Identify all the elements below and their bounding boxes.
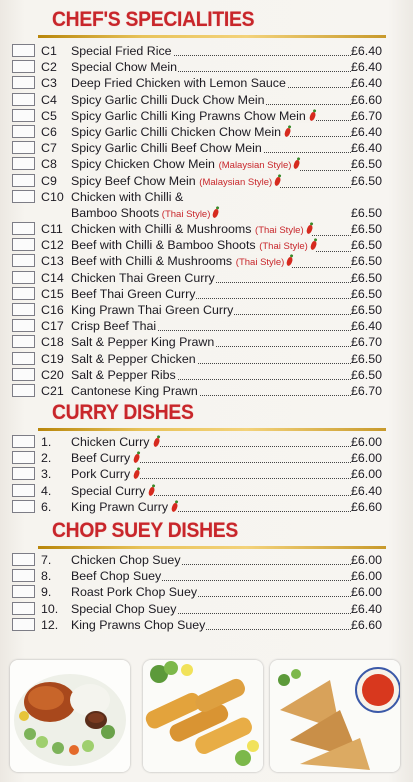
order-checkbox[interactable] [12, 484, 35, 497]
menu-row [12, 450, 392, 466]
dish-price: £6.60 [351, 92, 383, 107]
dish-item [71, 483, 351, 499]
dish-code: 8. [41, 569, 52, 584]
menu-row [12, 499, 392, 515]
dish-price: £6.40 [351, 319, 383, 334]
dish-name-wrap [71, 319, 157, 333]
dish-price: £6.00 [351, 569, 383, 584]
dish-name-wrap [71, 125, 290, 139]
dish-code: C8 [41, 157, 57, 172]
dish-name-wrap [71, 335, 215, 349]
gold-divider [38, 35, 386, 38]
dish-name: Chicken Thai Green Curry [71, 270, 215, 285]
curry-dishes-list [12, 434, 392, 515]
dish-name-wrap [71, 238, 316, 252]
dish-item [71, 334, 351, 350]
dish-price: £6.60 [351, 499, 383, 514]
menu-row [12, 584, 392, 600]
dish-name: Chicken Chop Suey [71, 553, 181, 567]
section-title-curry: CURRY DISHES [52, 401, 194, 424]
dish-name-wrap [71, 585, 198, 599]
dish-code: C13 [41, 254, 64, 269]
menu-row [12, 221, 392, 237]
dish-code: C11 [41, 222, 63, 237]
dish-code: 9. [41, 585, 52, 600]
dish-name: Spicy Beef Chow Mein [71, 173, 196, 188]
dish-item [71, 552, 351, 568]
dish-name: Spicy Chicken Chow Mein [71, 157, 215, 172]
menu-row [12, 108, 392, 124]
dish-name-wrap [71, 206, 218, 220]
style-note: (Thai Style) [233, 257, 285, 269]
dish-price: £6.70 [351, 108, 383, 123]
dish-item [71, 434, 351, 450]
dish-name-wrap [71, 569, 162, 583]
dish-name: Bamboo Shoots [71, 205, 160, 220]
menu-row [12, 75, 392, 91]
dish-item [71, 318, 351, 334]
dish-name-wrap [71, 287, 196, 301]
dish-code: C18 [41, 335, 64, 350]
dish-name: King Prawns Chop Suey [71, 617, 206, 632]
dish-price: £6.00 [351, 435, 383, 449]
dish-price: £6.00 [351, 451, 383, 466]
menu-row [12, 351, 392, 367]
dish-price: £6.70 [351, 383, 383, 398]
dish-name-wrap [71, 384, 199, 398]
section-title-chef: CHEF'S SPECIALITIES [52, 8, 255, 31]
dish-name: Beef Thai Green Curry [71, 286, 196, 301]
dish-price: £6.70 [351, 335, 383, 350]
dish-name-wrap [71, 451, 139, 465]
dish-name: King Prawn Curry [71, 499, 169, 514]
dish-name-wrap [71, 618, 206, 632]
dish-item [71, 367, 351, 383]
dish-name: Salt & Pepper Chicken [71, 351, 196, 366]
order-checkbox[interactable] [12, 467, 35, 480]
dish-code: 6. [41, 499, 52, 514]
dish-item [71, 270, 351, 286]
menu-row [12, 286, 392, 302]
dish-code: 3. [41, 467, 52, 482]
order-checkbox[interactable] [12, 335, 35, 348]
dish-price: £6.50 [351, 157, 383, 172]
dish-code: C9 [41, 173, 57, 188]
dish-item [71, 568, 351, 584]
menu-row [12, 173, 392, 189]
dish-price: £6.40 [351, 76, 383, 91]
dish-code: C4 [41, 92, 57, 107]
menu-row [12, 43, 392, 59]
dish-name-wrap [71, 60, 178, 74]
chili-icon [274, 176, 282, 186]
dish-item [71, 59, 351, 75]
dish-name-wrap [71, 500, 177, 514]
dish-code: 7. [41, 553, 52, 567]
dish-item [71, 302, 351, 318]
dish-price: £6.50 [351, 367, 383, 382]
chef-specialities-list [12, 43, 392, 399]
dish-item [71, 286, 351, 302]
order-checkbox[interactable] [12, 319, 35, 332]
dish-name: Chicken with Chilli & [71, 189, 184, 204]
chili-icon [309, 241, 317, 251]
order-checkbox[interactable] [12, 500, 35, 513]
dish-name: Chicken with Chilli & Mushrooms [71, 222, 252, 237]
chili-icon [293, 160, 301, 170]
dish-name: Special Fried Rice [71, 44, 172, 58]
order-checkbox[interactable] [12, 618, 35, 631]
roast-duck-photo [10, 660, 130, 772]
chili-icon [286, 257, 294, 267]
order-checkbox[interactable] [12, 76, 35, 89]
order-checkbox[interactable] [12, 238, 35, 251]
dish-item [71, 466, 351, 482]
order-checkbox[interactable] [12, 222, 35, 235]
dish-item [71, 499, 351, 515]
dish-item [71, 189, 351, 205]
dish-name: Beef Curry [71, 451, 131, 466]
menu-row [12, 140, 392, 156]
dish-item-line2 [71, 205, 351, 223]
dish-code: C20 [41, 367, 64, 382]
dish-item [71, 450, 351, 466]
dish-price: £6.40 [351, 483, 383, 498]
order-checkbox[interactable] [12, 125, 35, 138]
dish-name: Roast Pork Chop Suey [71, 585, 198, 600]
dish-item [71, 92, 351, 108]
dish-price: £6.00 [351, 467, 383, 482]
dish-price: £6.40 [351, 141, 383, 156]
menu-row [12, 156, 392, 172]
dish-code: C12 [41, 238, 64, 253]
dish-name: Salt & Pepper Ribs [71, 367, 176, 382]
order-checkbox[interactable] [12, 384, 35, 397]
menu-row [12, 466, 392, 482]
dish-price: £6.50 [351, 238, 383, 253]
order-checkbox[interactable] [12, 109, 35, 122]
spring-rolls-photo [143, 660, 263, 772]
dish-item [71, 43, 351, 59]
menu-row [12, 318, 392, 334]
chili-icon [212, 208, 220, 218]
style-note: (Thai Style) [252, 225, 304, 237]
dish-name: Salt & Pepper King Prawn [71, 335, 215, 350]
dish-name-wrap [71, 76, 287, 90]
dish-name-wrap [71, 271, 216, 285]
dish-code: 12. [41, 617, 59, 632]
menu-row [12, 189, 392, 221]
dish-code: C16 [41, 303, 64, 318]
dish-code: C19 [41, 351, 64, 366]
menu-row [12, 383, 392, 399]
dish-name: Pork Curry [71, 467, 131, 482]
dish-price: £6.50 [351, 205, 383, 220]
menu-row [12, 92, 392, 108]
menu-row [12, 601, 392, 617]
dish-name: Cantonese King Prawn [71, 383, 198, 398]
menu-row [12, 302, 392, 318]
dish-item [71, 601, 351, 617]
dish-code: C21 [41, 383, 64, 398]
order-checkbox[interactable] [12, 157, 35, 170]
dish-name-wrap [71, 352, 197, 366]
chili-icon [152, 437, 160, 447]
dish-price: £6.00 [351, 585, 383, 600]
style-note: (Malaysian Style) [196, 176, 273, 188]
dish-item [71, 584, 351, 600]
menu-row [12, 367, 392, 383]
dish-name: Spicy Garlic Chilli Chicken Chow Mein [71, 124, 282, 139]
order-checkbox[interactable] [12, 352, 35, 365]
menu-row [12, 483, 392, 499]
dish-price: £6.00 [351, 553, 383, 567]
menu-row [12, 568, 392, 584]
dish-price: £6.40 [351, 44, 383, 58]
dish-name-wrap [71, 602, 177, 616]
menu-row [12, 253, 392, 269]
dish-name: Special Chow Mein [71, 60, 178, 75]
menu-row [12, 124, 392, 140]
dish-item [71, 383, 351, 399]
menu-row [12, 334, 392, 350]
style-note: (Malaysian Style) [215, 160, 292, 172]
order-checkbox[interactable] [12, 44, 35, 57]
menu-row [12, 617, 392, 633]
menu-row [12, 552, 392, 568]
dish-name-wrap [71, 484, 154, 498]
order-checkbox[interactable] [12, 451, 35, 464]
dish-name: King Prawn Thai Green Curry [71, 303, 234, 318]
food-photos [10, 660, 402, 772]
menu-row [12, 59, 392, 75]
dish-item [71, 124, 351, 140]
dish-name-wrap [71, 435, 159, 449]
dish-name: Special Chop Suey [71, 601, 177, 616]
sesame-prawn-toast-photo [270, 660, 400, 772]
order-checkbox[interactable] [12, 368, 35, 381]
dish-name: Spicy Garlic Chilli King Prawns Chow Mein [71, 108, 306, 123]
dish-item [71, 108, 351, 124]
dish-code: C10 [41, 189, 64, 204]
chili-icon [305, 224, 313, 234]
menu-row [12, 434, 392, 450]
dish-price: £6.50 [351, 286, 383, 301]
dish-code: C1 [41, 44, 57, 58]
order-checkbox[interactable] [12, 602, 35, 615]
gold-divider [38, 546, 386, 549]
dish-name-wrap [71, 368, 177, 382]
dish-code: C7 [41, 141, 57, 156]
dish-name: Spicy Garlic Chilli Duck Chow Mein [71, 92, 265, 107]
order-checkbox[interactable] [12, 287, 35, 300]
dish-price: £6.50 [351, 254, 383, 269]
dish-name-wrap [71, 44, 173, 58]
dish-name-wrap [71, 254, 292, 268]
dish-price: £6.50 [351, 222, 383, 237]
order-checkbox[interactable] [12, 303, 35, 316]
order-checkbox[interactable] [12, 435, 35, 448]
dish-code: 2. [41, 451, 52, 466]
order-checkbox[interactable] [12, 141, 35, 154]
order-checkbox[interactable] [12, 585, 35, 598]
dish-price: £6.40 [351, 601, 383, 616]
dish-code: C3 [41, 76, 57, 91]
order-checkbox[interactable] [12, 271, 35, 284]
dish-code: 1. [41, 435, 52, 449]
order-checkbox[interactable] [12, 569, 35, 582]
dish-name-wrap [71, 303, 234, 317]
dish-code: C6 [41, 124, 57, 139]
dish-name: Beef with Chilli & Mushrooms [71, 254, 233, 269]
dish-name: Chicken Curry [71, 435, 150, 449]
dish-name-wrap [71, 109, 315, 123]
order-checkbox[interactable] [12, 190, 35, 203]
dish-name: Beef with Chilli & Bamboo Shoots [71, 238, 256, 253]
order-checkbox[interactable] [12, 174, 35, 187]
dish-name: Deep Fried Chicken with Lemon Sauce [71, 76, 286, 91]
menu-row [12, 270, 392, 286]
dish-code: C17 [41, 319, 64, 334]
order-checkbox[interactable] [12, 93, 35, 106]
dish-name: Spicy Garlic Chilli Beef Chow Mein [71, 141, 262, 156]
dish-name-wrap [71, 553, 182, 567]
dish-code: 4. [41, 483, 52, 498]
menu-row [12, 237, 392, 253]
gold-divider [38, 428, 386, 431]
dish-item [71, 75, 351, 91]
style-note: (Thai Style) [256, 241, 308, 253]
section-title-chopsuey: CHOP SUEY DISHES [52, 519, 238, 542]
dish-name: Beef Chop Suey [71, 569, 162, 584]
dish-name: Special Curry [71, 483, 146, 498]
dish-code: C14 [41, 270, 64, 285]
dish-item [71, 140, 351, 156]
dish-name-wrap [71, 222, 312, 236]
dish-code: 10. [41, 601, 59, 616]
dish-price: £6.50 [351, 270, 383, 285]
dish-item [71, 617, 351, 633]
dish-code: C5 [41, 108, 57, 123]
dish-name-wrap [71, 93, 265, 107]
dish-price: £6.60 [351, 617, 383, 632]
order-checkbox[interactable] [12, 60, 35, 73]
dish-price: £6.40 [351, 124, 383, 139]
chop-suey-list [12, 552, 392, 633]
dish-name-wrap [71, 174, 280, 188]
order-checkbox[interactable] [12, 254, 35, 267]
dish-price: £6.50 [351, 173, 383, 188]
dish-price: £6.50 [351, 351, 383, 366]
dish-item [71, 351, 351, 367]
dish-price: £6.40 [351, 60, 383, 75]
style-note: (Thai Style) [159, 208, 211, 220]
dish-code: C15 [41, 286, 64, 301]
dish-code: C2 [41, 60, 57, 75]
dish-name-wrap [71, 467, 139, 481]
dish-name-wrap [71, 157, 299, 171]
dish-name: Crisp Beef Thai [71, 319, 157, 334]
dish-price: £6.50 [351, 303, 383, 318]
dish-name-wrap [71, 141, 263, 155]
order-checkbox[interactable] [12, 553, 35, 566]
